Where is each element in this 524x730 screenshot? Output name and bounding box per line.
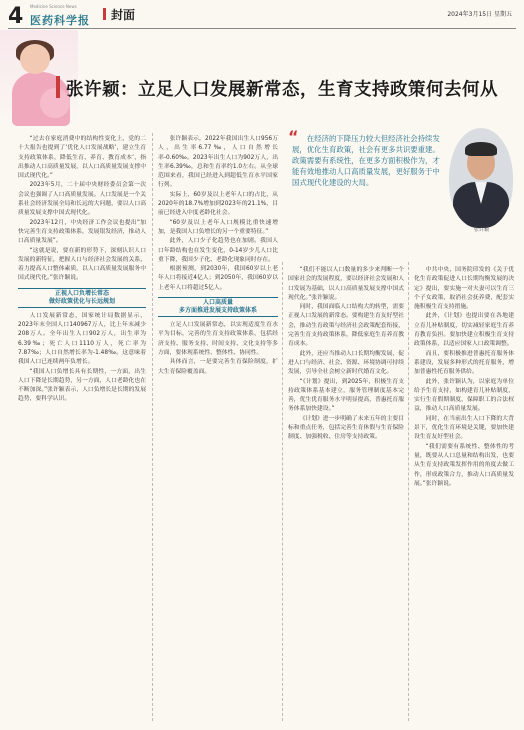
- column-3: [288, 266, 404, 724]
- paragraph: 《计划》进一步明确了未来五年的主要目标和重点任务，包括完善生育休假与生育保险制度、加强税收、住房等支持政策。: [288, 415, 404, 441]
- portrait-caption: 张许颖: [474, 227, 490, 233]
- paragraph: 同时，我国面临人口结构大的转型，需要正视人口发展的新常态。要构建生育友好型社会，推动生育政策与经济社会政策配套衔接，完善生育支持政策体系，降低家庭生育养育教育成本。: [288, 304, 404, 348]
- subheading-line: 做好政策优化与长远规划: [18, 298, 146, 308]
- paragraph: “过去在家庭消费中的结构性变化上，党的二十大报告也提到了‘优化人口发展战略’，建立生育支持政策体系，降低生育、养育、教育成本’，指出推动人口高质量发展，以人口高质量发展支撑中国式现代化。”: [18, 136, 146, 180]
- paragraph: 2023年5月，二十届中央财经委员会第一次会议也强调了人口高质量发展。人口发展是一个关系社会经济发展全局和长远的大问题，要以人口高质量发展支撑中国式现代化。: [18, 182, 146, 217]
- paragraph: 此外，人口少子化趋势也在加剧。我国人口年龄结构也在发生变化，0-14岁少儿人口比重下降，我国少子化、老龄化现象同时存在。: [158, 238, 278, 263]
- subheading: [158, 297, 278, 317]
- subheading: [18, 288, 146, 308]
- dateline: 2024年3月15日 星期五: [447, 11, 512, 18]
- paragraph: 此外，《计划》也提出要在各地建立育儿补贴制度，切实减轻家庭生育养育教育负担。要加快建立积极生育支持政策体系，以适应国家人口政策调整。: [414, 313, 514, 348]
- paragraph: 同时，在当前出生人口下降的大背景下，优化生育环境是关键，要加快建设生育友好型社会。: [414, 415, 514, 441]
- paragraph: 中共中央、国务院印发的《关于优化生育政策促进人口长期均衡发展的决定》提出，要实施一对夫妻可以生育三个子女政策，取消社会抚养费，配套实施积极生育支持措施。: [414, 267, 514, 311]
- paragraph: 张许颖表示，2022年我国出生人口956万人，出生率6.77‰，人口自然增长率-0.60‰。2023年出生人口为902万人，出生率6.39‰，总和生育率约1.0左右。从全球范围来看，我国已经进入到超低生育水平国家行列。: [158, 136, 278, 189]
- portrait-hair: [465, 142, 497, 156]
- masthead-english: Medicine Science News: [30, 4, 77, 9]
- masthead-title: 医药科学报: [30, 14, 90, 27]
- subheading-line: 人口高质量: [158, 297, 278, 307]
- illustration-head: [20, 44, 50, 74]
- paragraph: 立足人口发展新常态，以实现适度生育水平为目标，完善的生育支持政策体系，包括经济支持、服务支持、时间支持、文化支持等多方面，要体现系统性、整体性、协同性。: [158, 322, 278, 356]
- paragraph: 人口发展新常态，国家统计局数据显示，2023年末全国人口140967万人，比上年末减少208万人。全年出生人口902万人，出生率为6.39‰；死亡人口1110万人，死亡率为7.87‰；人口自然增长率为-1.48‰。这意味着我国人口已连续两年负增长。: [18, 312, 146, 366]
- column-divider: [282, 262, 283, 721]
- page-header: [0, 0, 524, 46]
- paragraph: “我国人口负增长具有长期性，一方面，出生人口下降是长期趋势，另一方面，人口老龄化也在不断加深。”张许颖表示，人口负增长是长期的发展趋势，要科学认识。: [18, 368, 146, 403]
- author-portrait: [449, 128, 513, 238]
- paragraph: “我们需要有系统性、整体性的考量，既要从人口总量和结构出发，也要从生育支持政策发挥作用的角度去做工作，形成政策合力，推动人口高质量发展。”张许颖说。: [414, 443, 514, 487]
- quote-mark-icon: “: [288, 127, 299, 146]
- paragraph: “《计划》提出，到2025年，积极生育支持政策体系基本建立，服务管理制度基本完善，优生优育服务水平明显提高，普惠托育服务体系加快建设。”: [288, 378, 404, 413]
- paragraph: 具体而言，一是要完善生育保险制度，扩大生育保险覆盖面。: [158, 359, 278, 375]
- paragraph: “60岁及以上老年人口规模比重快速增加，是我国人口负增长的另一个重要特征。”: [158, 219, 278, 235]
- portrait-frame: [449, 128, 513, 228]
- article-headline: 张许颖：立足人口发展新常态，生育支持政策何去何从: [66, 80, 498, 100]
- pull-quote: 在经济的下降压力较大但经济社会持续发展，优化生育政策，社会有更多共识要重建。政策需要有系统性，在更多方面积极作为，才能有效地推动人口高质量发展，更好服务于中国式现代化建设的大局。: [292, 134, 440, 187]
- paragraph: 实际上，60岁及以上老年人口的占比，从2020年的18.7%增加到2023年的21.1%，目前已经进入中度老龄化社会。: [158, 191, 278, 217]
- paragraph: 2023年12月，中央经济工作会议也提出“加快完善生育支持政策体系，发展银发经济，推动人口高质量发展”。: [18, 219, 146, 245]
- paragraph: 此外，张许颖认为，以家庭为单位给予生育支持，如构建育儿补贴制度，实行生育假期制度，保障职工的合法权益，推动人口高质量发展。: [414, 378, 514, 413]
- page-number: 4: [8, 4, 24, 29]
- headline-accent: [56, 76, 60, 98]
- column-divider: [408, 262, 409, 721]
- paragraph: 而且，要积极推进普惠托育服务体系建设，发展多种形式的托育服务，增加普惠性托育服务供给。: [414, 350, 514, 376]
- column-divider: [152, 133, 153, 721]
- column-1: [18, 135, 146, 725]
- subheading-line: 正视人口负增长常态: [18, 288, 146, 298]
- subheading-line: 多方面推进发展支持政策体系: [158, 307, 278, 317]
- column-4: [414, 266, 514, 724]
- section-label: 封面: [111, 8, 136, 22]
- paragraph: “这就是说，要在新的形势下，深刻认识人口发展的新特征，把握人口与经济社会发展的关系，着力提高人口整体素质，以人口高质量发展服务中国式现代化。”张许颖说。: [18, 247, 146, 282]
- paragraph: 此外，还应当推动人口长期均衡发展，促进人口与经济、社会、资源、环境协调可持续发展，引导全社会树立新时代婚育文化。: [288, 350, 404, 376]
- column-2: [158, 135, 278, 725]
- header-rule: [8, 28, 516, 29]
- paragraph: 根据预测，到2030年，我国60岁以上老年人口将接近4亿人；到2050年，我国60岁以上老年人口将超过5亿人。: [158, 266, 278, 291]
- paragraph: “我们不能以人口数量的多少来判断一个国家社会的发展程度，要以经济社会发展和人口发展为基础，以人口高质量发展支撑中国式现代化。”张许颖说。: [288, 267, 404, 301]
